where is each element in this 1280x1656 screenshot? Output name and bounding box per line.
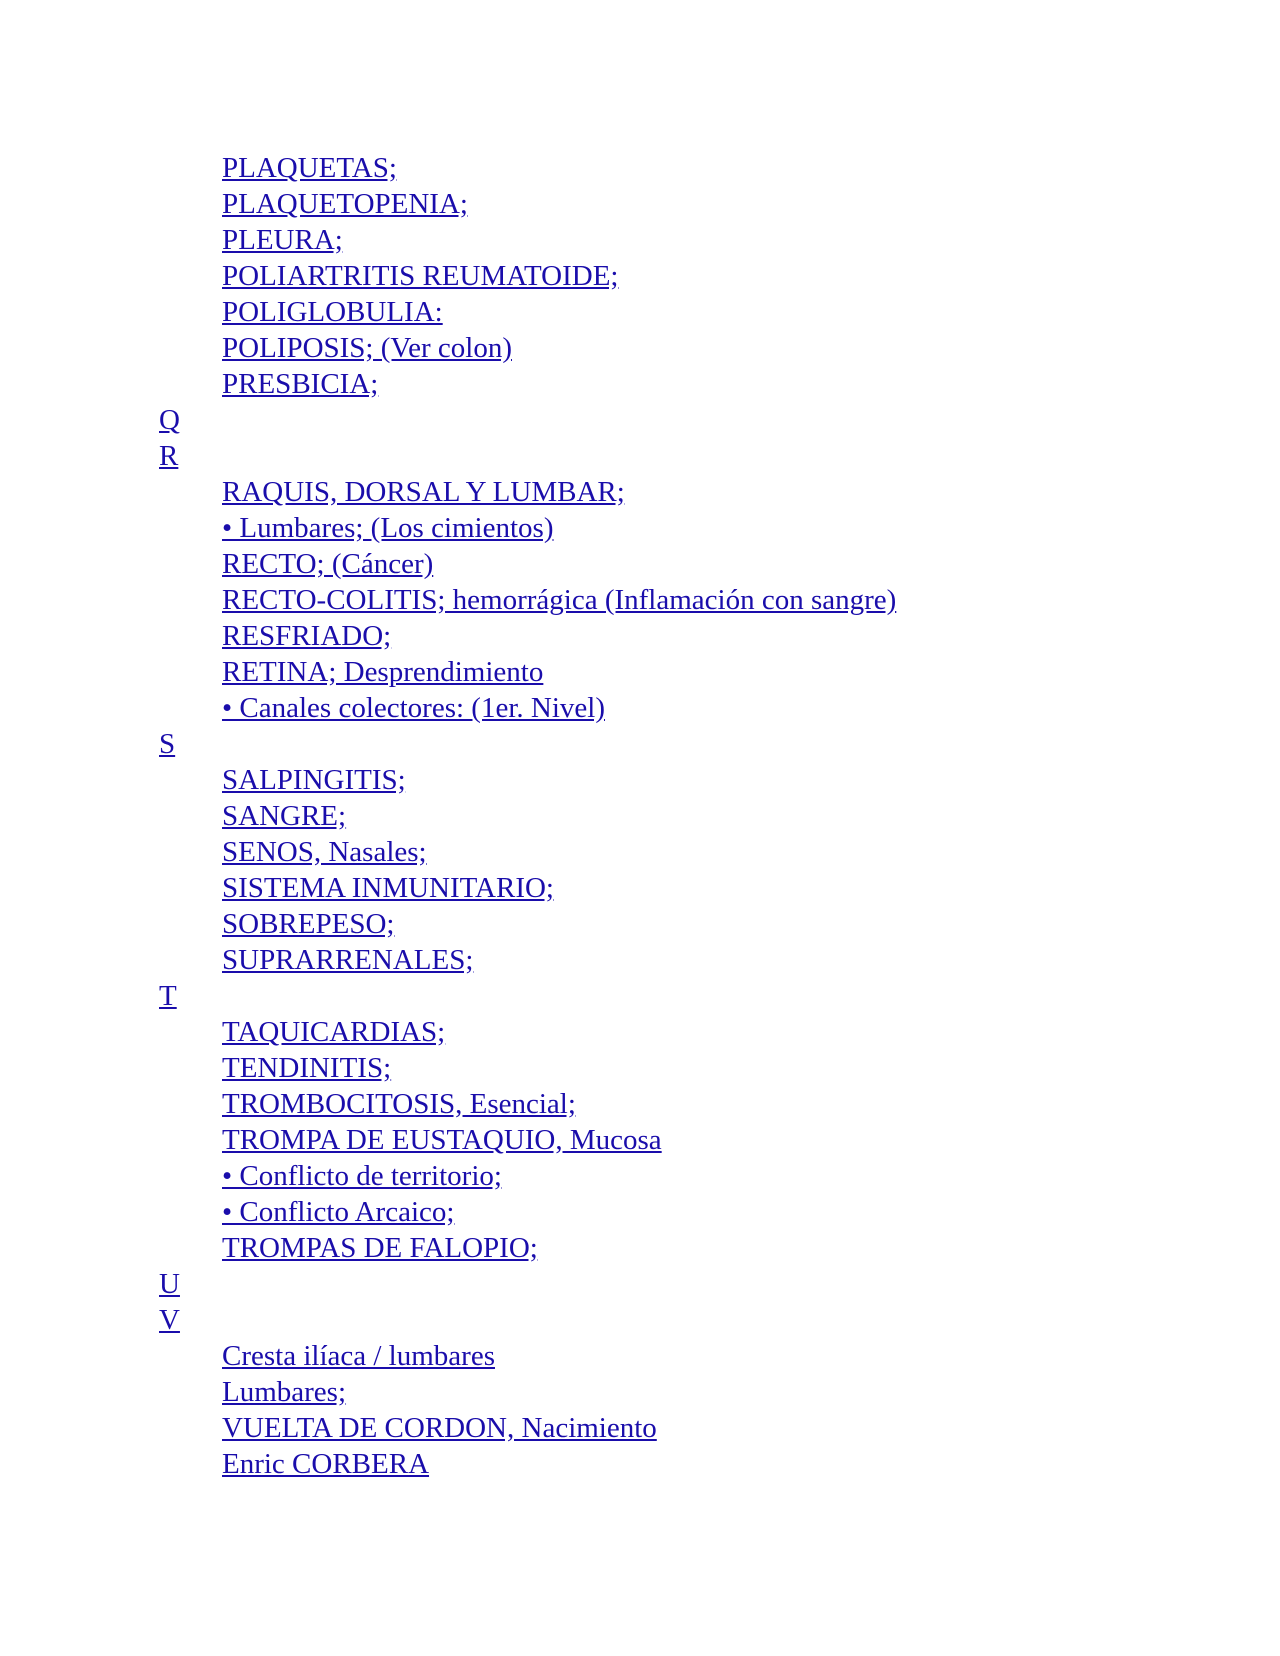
list-item <box>222 258 896 294</box>
entry-link[interactable]: • Conflicto de territorio; <box>222 1160 502 1192</box>
list-item <box>222 1086 896 1122</box>
list-item <box>222 798 896 834</box>
list-item <box>222 906 896 942</box>
letter-group <box>159 438 896 726</box>
list-item <box>222 654 896 690</box>
entry-link[interactable]: RAQUIS, DORSAL Y LUMBAR; <box>222 476 625 508</box>
letter-group <box>159 150 896 402</box>
list-item <box>222 834 896 870</box>
letter-group <box>159 726 896 978</box>
entry-link[interactable]: RECTO-COLITIS; hemorrágica (Inflamación con sangre) <box>222 584 897 616</box>
entry-link[interactable]: TROMPAS DE FALOPIO; <box>222 1232 538 1264</box>
entry-list <box>159 1014 896 1266</box>
letter-link-t[interactable]: T <box>159 980 177 1012</box>
list-item <box>222 330 896 366</box>
list-item <box>222 690 896 726</box>
entry-list <box>159 1338 896 1482</box>
entry-link[interactable]: TENDINITIS; <box>222 1052 392 1084</box>
entry-link[interactable]: RECTO; (Cáncer) <box>222 548 434 580</box>
entry-link[interactable]: PRESBICIA; <box>222 368 379 400</box>
letter-group <box>159 1266 896 1302</box>
list-item <box>222 546 896 582</box>
entry-link[interactable]: POLIARTRITIS REUMATOIDE; <box>222 260 619 292</box>
entry-link[interactable]: TAQUICARDIAS; <box>222 1016 446 1048</box>
entry-list <box>159 474 896 726</box>
entry-link[interactable]: TROMPA DE EUSTAQUIO, Mucosa <box>222 1124 662 1156</box>
entry-link[interactable]: PLEURA; <box>222 224 343 256</box>
letter-link-r[interactable]: R <box>159 440 179 472</box>
entry-link[interactable]: RESFRIADO; <box>222 620 392 652</box>
list-item <box>222 474 896 510</box>
list-item <box>222 222 896 258</box>
entry-link[interactable]: SENOS, Nasales; <box>222 836 427 868</box>
entry-link[interactable]: Enric CORBERA <box>222 1448 430 1480</box>
letter-link-u[interactable]: U <box>159 1268 180 1300</box>
entry-link[interactable]: PLAQUETOPENIA; <box>222 188 468 220</box>
entry-link[interactable]: SALPINGITIS; <box>222 764 406 796</box>
entry-link[interactable]: Lumbares; <box>222 1376 347 1408</box>
list-item <box>222 1230 896 1266</box>
entry-link[interactable]: • Conflicto Arcaico; <box>222 1196 455 1228</box>
alphabetical-index <box>159 150 896 1482</box>
entry-link[interactable]: Cresta ilíaca / lumbares <box>222 1340 495 1372</box>
entry-link[interactable]: SUPRARRENALES; <box>222 944 474 976</box>
entry-list <box>159 762 896 978</box>
entry-link[interactable]: • Canales colectores: (1er. Nivel) <box>222 692 605 724</box>
letter-group <box>159 1302 896 1482</box>
entry-link[interactable]: • Lumbares; (Los cimientos) <box>222 512 554 544</box>
entry-link[interactable]: POLIGLOBULIA: <box>222 296 443 328</box>
list-item <box>222 1410 896 1446</box>
letter-link-q[interactable]: Q <box>159 404 180 436</box>
entry-link[interactable]: RETINA; Desprendimiento <box>222 656 544 688</box>
list-item <box>222 582 896 618</box>
entry-link[interactable]: TROMBOCITOSIS, Esencial; <box>222 1088 576 1120</box>
list-item <box>222 762 896 798</box>
list-item <box>222 942 896 978</box>
entry-link[interactable]: VUELTA DE CORDON, Nacimiento <box>222 1412 657 1444</box>
letter-group <box>159 402 896 438</box>
list-item <box>222 1446 896 1482</box>
list-item <box>222 618 896 654</box>
list-item <box>222 186 896 222</box>
list-item <box>222 510 896 546</box>
list-item <box>222 1158 896 1194</box>
entry-link[interactable]: SOBREPESO; <box>222 908 395 940</box>
letter-link-s[interactable]: S <box>159 728 176 760</box>
list-item <box>222 1194 896 1230</box>
list-item <box>222 1050 896 1086</box>
entry-link[interactable]: SANGRE; <box>222 800 347 832</box>
entry-list <box>159 150 896 402</box>
list-item <box>222 150 896 186</box>
list-item <box>222 1374 896 1410</box>
list-item <box>222 294 896 330</box>
letter-group <box>159 978 896 1266</box>
entry-link[interactable]: SISTEMA INMUNITARIO; <box>222 872 554 904</box>
letter-link-v[interactable]: V <box>159 1304 180 1336</box>
list-item <box>222 870 896 906</box>
list-item <box>222 1338 896 1374</box>
entry-link[interactable]: PLAQUETAS; <box>222 152 397 184</box>
list-item <box>222 1014 896 1050</box>
entry-link[interactable]: POLIPOSIS; (Ver colon) <box>222 332 512 364</box>
list-item <box>222 1122 896 1158</box>
list-item <box>222 366 896 402</box>
